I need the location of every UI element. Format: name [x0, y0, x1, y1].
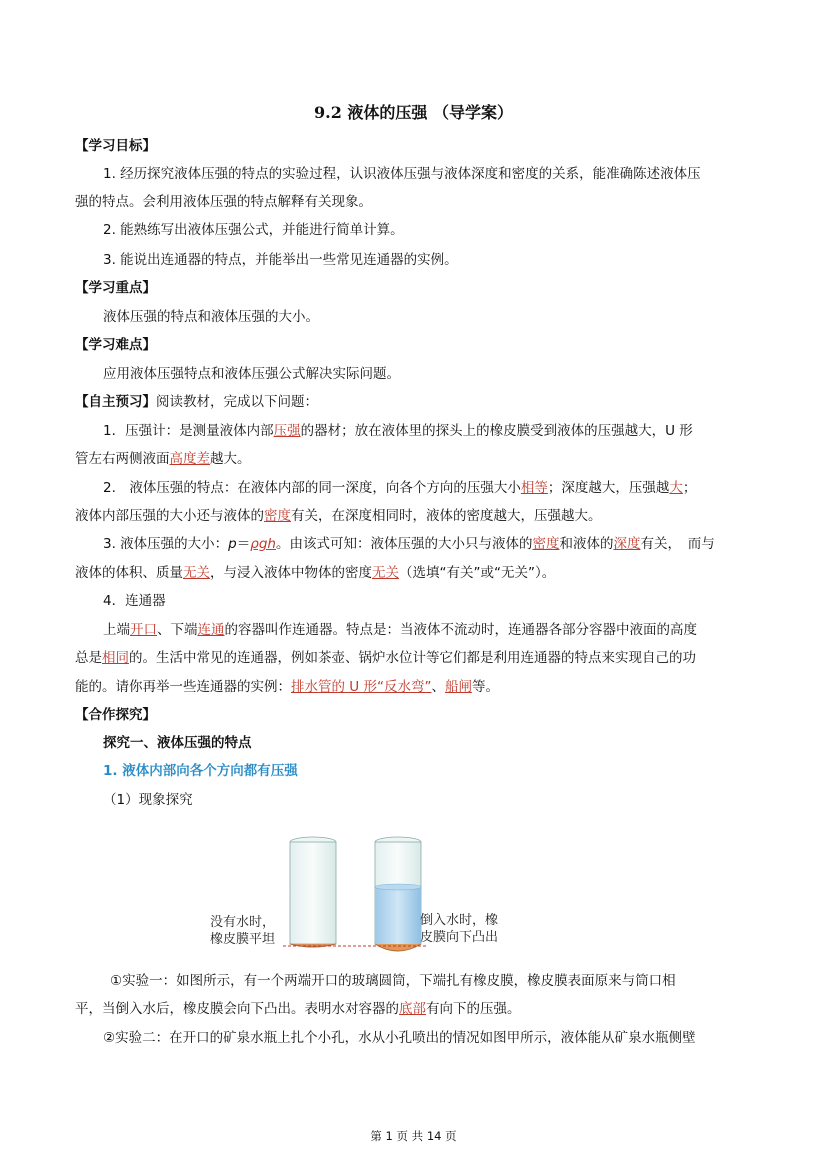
- page-title: 9.2 液体的压强 （导学案）: [314, 103, 513, 122]
- q3-line2: 液体的体积、质量无关，与浸入液体中物体的密度无关（选填“有关”或“无关”）。: [75, 565, 556, 581]
- page-footer: 第 1 页 共 14 页: [370, 1129, 457, 1143]
- answer-blank: 相等: [520, 480, 548, 496]
- q4-line3: 能的。请你再举一些连通器的实例：排水管的 U 形“反水弯”、船闸等。: [75, 679, 499, 695]
- explore1-heading: 探究一、液体压强的特点: [103, 735, 252, 751]
- preview-intro: 阅读教材，完成以下问题：: [156, 394, 318, 410]
- exp2-line1: ②实验二：在开口的矿泉水瓶上扎个小孔，水从小孔喷出的情况如图甲所示，液体能从矿泉水瓶侧壁: [103, 1030, 696, 1046]
- difficulties-text: 应用液体压强特点和液体压强公式解决实际问题。: [103, 366, 400, 382]
- q3-line1: 3. 液体压强的大小：p＝ρgh。由该式可知：液体压强的大小只与液体的密度和液体的深度有关， 而与: [103, 536, 715, 552]
- answer-blank: 排水管的 U 形“反水弯”: [291, 679, 432, 695]
- q4-heading: 4．连通器: [103, 593, 166, 609]
- answer-blank: 大: [669, 480, 683, 496]
- answer-blank: 深度: [613, 536, 641, 552]
- objectives-heading: 【学习目标】: [75, 138, 156, 154]
- answer-blank: 无关: [372, 565, 399, 581]
- key-points-text: 液体压强的特点和液体压强的大小。: [103, 309, 319, 325]
- answer-blank: 密度: [264, 508, 291, 524]
- answer-blank: 密度: [532, 536, 560, 552]
- objective-3: 3. 能说出连通器的特点，并能举出一些常见连通器的实例。: [103, 252, 458, 268]
- empty-tube: [290, 837, 336, 947]
- answer-blank: 连通: [197, 622, 225, 638]
- q4-line2: 总是相同的。生活中常见的连通器，例如茶壶、锅炉水位计等它们都是利用连通器的特点来实现自己的功: [75, 650, 696, 666]
- key-points-heading: 【学习重点】: [75, 280, 156, 296]
- q2-line2: 液体内部压强的大小还与液体的密度有关，在深度相同时，液体的密度越大，压强越大。: [75, 508, 602, 524]
- formula-p: p: [228, 536, 237, 552]
- answer-blank: 无关: [183, 565, 210, 581]
- answer-blank: ρgh: [250, 536, 276, 552]
- answer-blank: 高度差: [169, 451, 210, 467]
- label-water-line2: 皮膜向下凸出: [420, 930, 499, 945]
- q2-line1: 2. 液体压强的特点：在液体内部的同一深度，向各个方向的压强大小相等；深度越大，压强越大；: [103, 480, 697, 496]
- exp1-line2: 平，当倒入水后，橡皮膜会向下凸出。表明水对容器的底部有向下的压强。: [75, 1001, 521, 1017]
- q1-line2: 管左右两侧液面高度差越大。: [75, 451, 251, 467]
- answer-blank: 压强: [273, 423, 301, 439]
- q4-line1: 上端开口、下端连通的容器叫作连通器。特点是：当液体不流动时，连通器各部分容器中液面的高度: [103, 622, 697, 638]
- difficulties-heading: 【学习难点】: [75, 337, 156, 353]
- preview-heading: 【自主预习】: [75, 394, 156, 410]
- label-water-line1: 倒入水时，橡: [420, 913, 499, 928]
- label-empty-line2: 橡皮膜平坦: [210, 932, 276, 947]
- preview-heading-line: [75, 392, 318, 412]
- water-tube: [375, 837, 421, 951]
- answer-blank: 相同: [102, 650, 129, 666]
- sub1-heading: 1. 液体内部向各个方向都有压强: [103, 763, 298, 779]
- answer-blank: 船闸: [444, 679, 472, 695]
- objective-1-line1: 1. 经历探究液体压强的特点的实验过程，认识液体压强与液体深度和密度的关系，能准确陈述液体压: [103, 166, 701, 182]
- label-empty-line1: 没有水时，: [210, 915, 276, 930]
- cooperation-heading: 【合作探究】: [75, 707, 156, 723]
- exp1-line1: ①实验一：如图所示，有一个两端开口的玻璃圆筒，下端扎有橡皮膜，橡皮膜表面原来与筒口相: [110, 973, 676, 989]
- experiment-figure: [205, 832, 535, 962]
- objective-2: 2. 能熟练写出液体压强公式，并能进行简单计算。: [103, 222, 404, 238]
- sub1-1-heading: （1）现象探究: [103, 792, 193, 808]
- answer-blank: 底部: [399, 1001, 426, 1017]
- objective-1-line2: 强的特点。会利用液体压强的特点解释有关现象。: [75, 194, 372, 210]
- q1-line1: 1．压强计：是测量液体内部压强的器材；放在液体里的探头上的橡皮膜受到液体的压强越大，U 形: [103, 423, 693, 439]
- answer-blank: 开口: [130, 622, 157, 638]
